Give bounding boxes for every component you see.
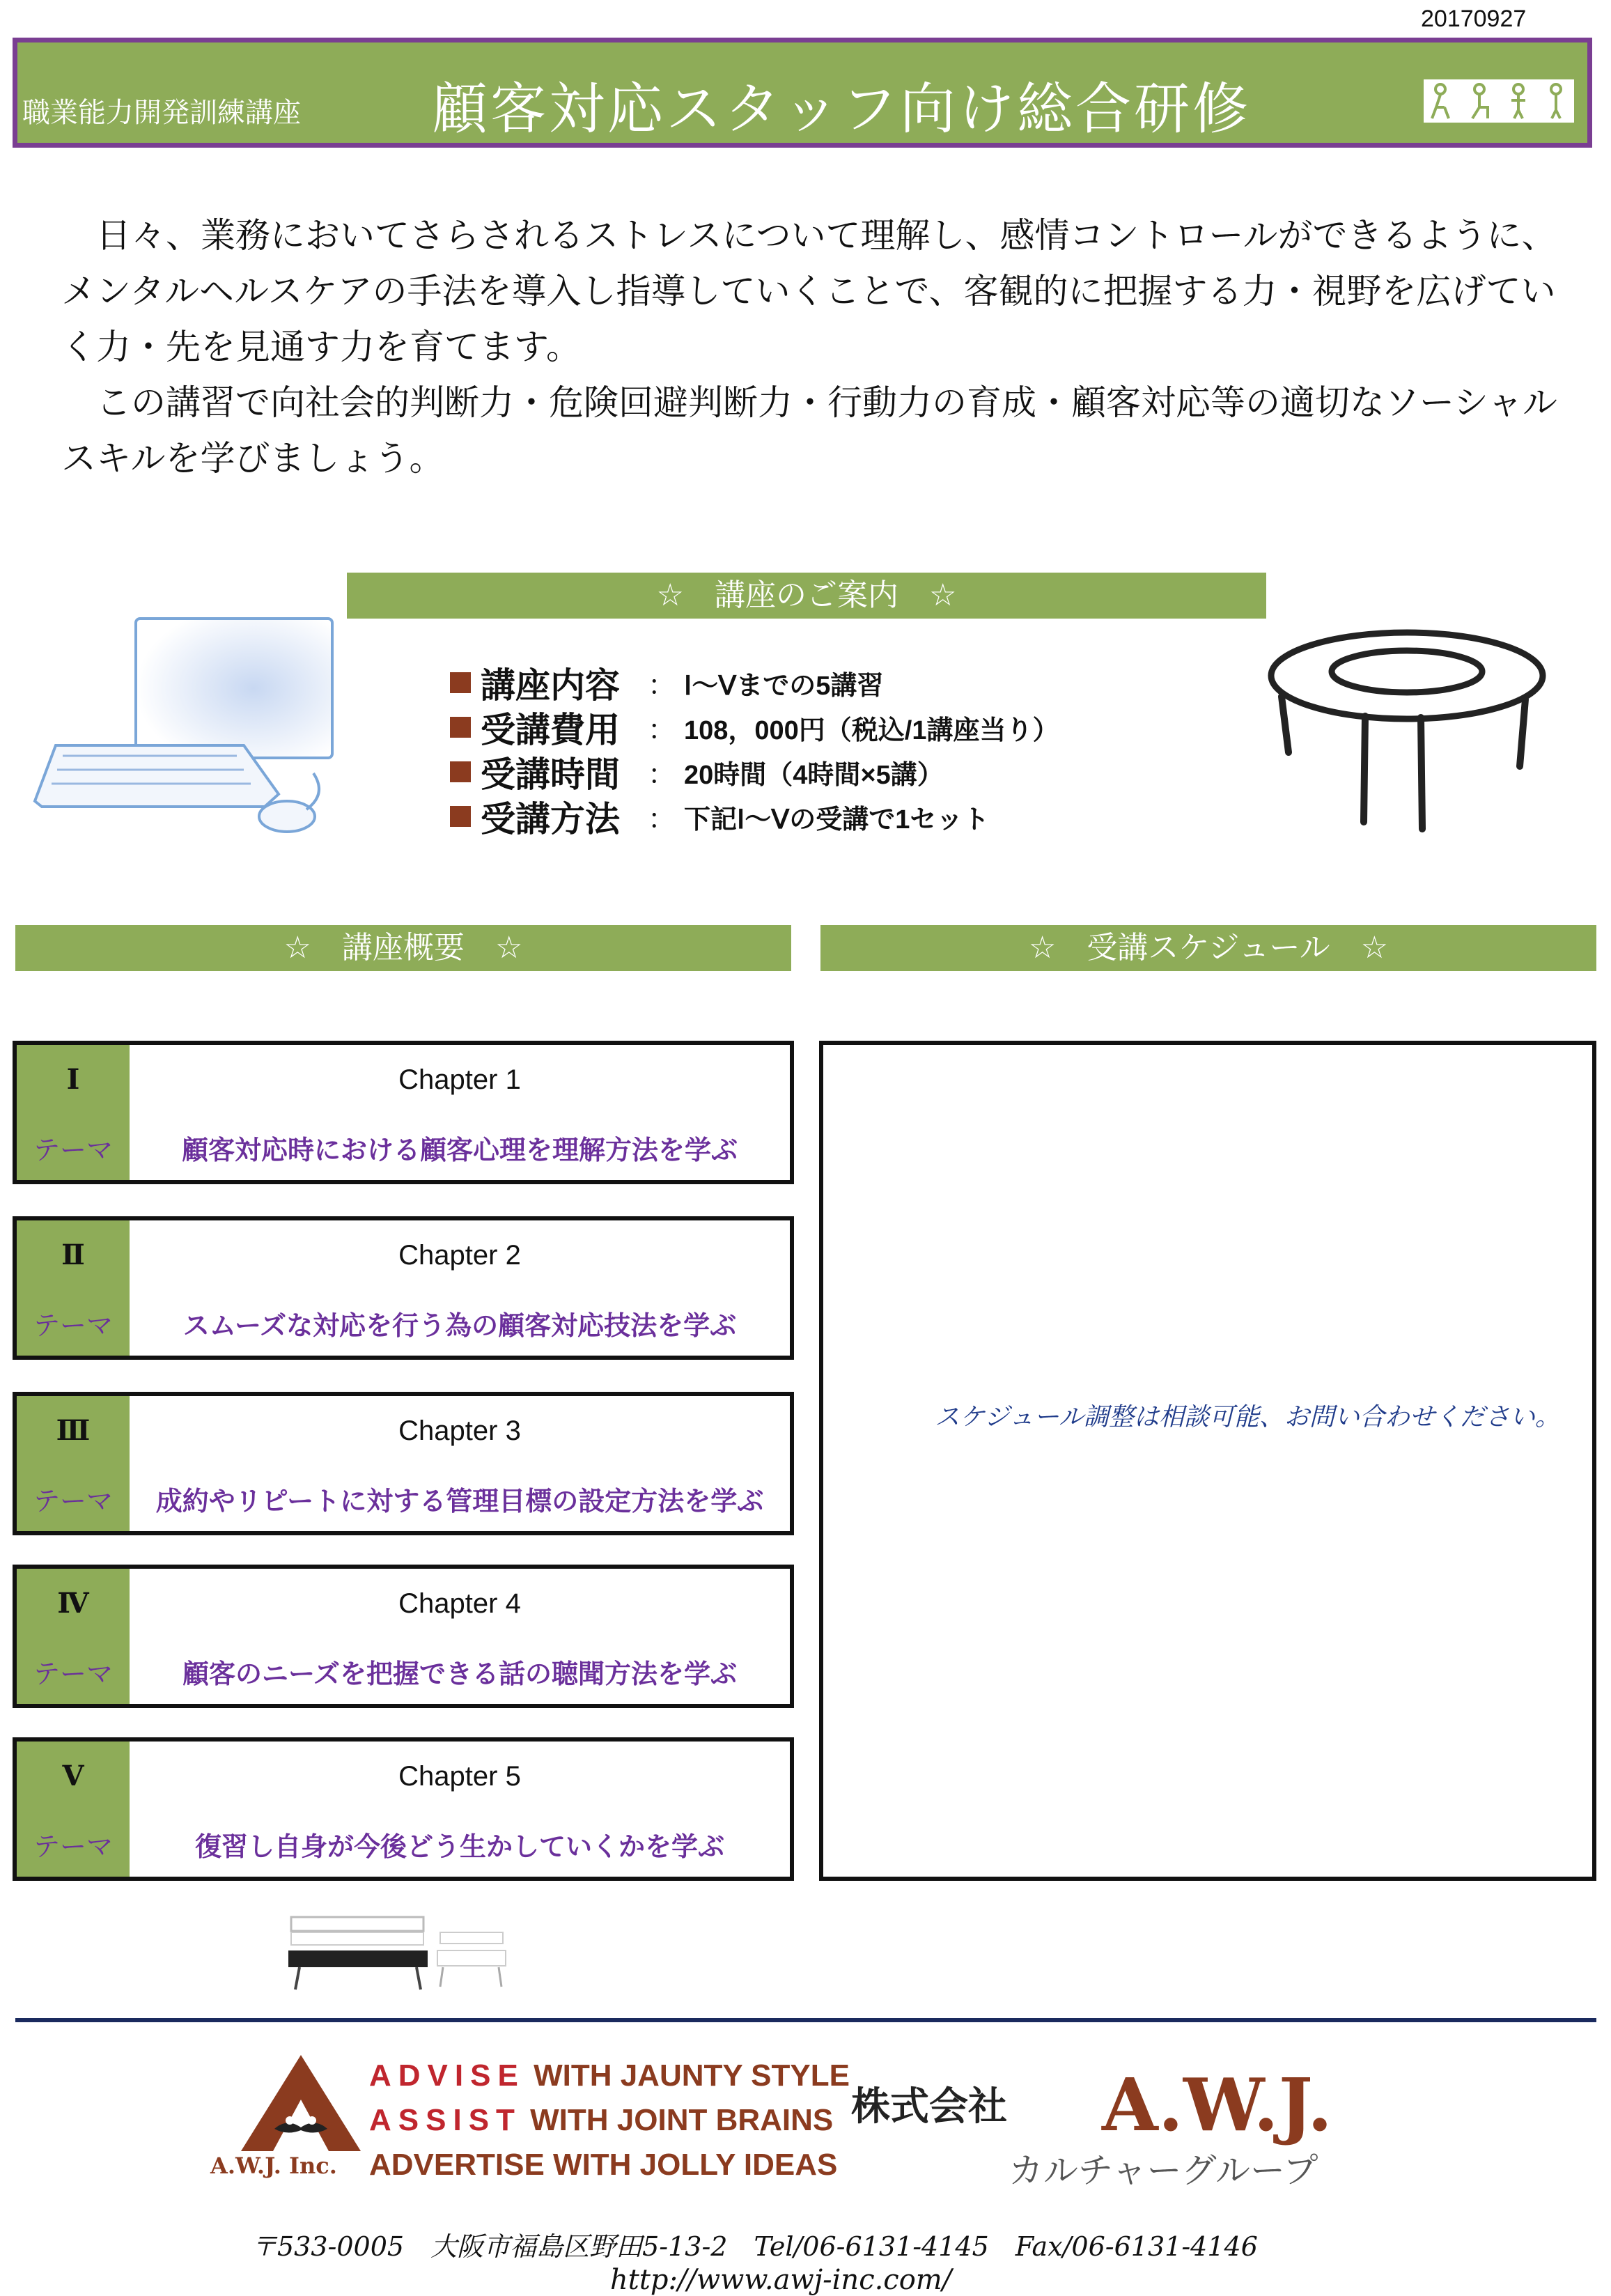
bullet-square-icon [450, 806, 471, 827]
intro-paragraph-1: 日々、業務においてさらされるストレスについて理解し、感情コントロールができるように、メンタルヘルスケアの手法を導入し指導していくことで、客観的に把握する力・視野を広げていく力・先を見通す力を育てます。 [61, 215, 1557, 367]
bench-illustration [286, 1911, 508, 1995]
schedule-box [819, 1041, 1596, 1881]
theme-label: テーマ [33, 1658, 113, 1689]
guide-label: 受講費用 [481, 710, 620, 750]
tagline-line-3 [369, 2143, 850, 2187]
theme-label: テーマ [33, 1134, 113, 1165]
guide-value: 20時間（4時間×5講） [684, 760, 944, 790]
tagline-line-1 [369, 2054, 850, 2098]
chapter-number: Ⅲ [56, 1414, 91, 1447]
chapter-theme: 成約やリピートに対する管理目標の設定方法を学ぶ [155, 1485, 764, 1517]
people-silhouettes-icon [1424, 79, 1574, 123]
chapter-card-2 [13, 1216, 794, 1360]
chapter-number: Ⅴ [62, 1760, 84, 1792]
company-name: A.W.J. [1102, 2062, 1333, 2148]
theme-label: テーマ [33, 1485, 113, 1517]
chapter-number: Ⅳ [57, 1587, 89, 1620]
chapter-title: Chapter 1 [398, 1064, 521, 1095]
tagline-keyword: ASSIST [369, 2103, 522, 2137]
tagline-phrase: WITH JOINT BRAINS [530, 2103, 834, 2137]
tagline-phrase: ADVERTISE WITH JOLLY IDEAS [369, 2148, 838, 2182]
guide-colon: ： [648, 669, 676, 701]
page-title: 顧客対応スタッフ向け総合研修 [432, 77, 1251, 141]
company-address: 〒533-0005 大阪市福島区野田5-13-2 Tel/06-6131-4145 Fax/06-6131-4146 [251, 2231, 1258, 2262]
bullet-square-icon [450, 761, 471, 782]
theme-label: テーマ [33, 1831, 113, 1862]
guide-label: 講座内容 [481, 665, 620, 706]
guide-value: Ⅰ～Ⅴまでの5講習 [684, 671, 884, 701]
round-table-illustration [1261, 627, 1553, 836]
company-subtitle: カルチャーグループ [1009, 2150, 1318, 2191]
logo-text: A.W.J. Inc. [210, 2152, 337, 2179]
intro-text [61, 208, 1566, 486]
chapter-theme: 顧客対応時における顧客心理を理解方法を学ぶ [181, 1134, 738, 1165]
guide-label: 受講方法 [481, 799, 620, 839]
guide-label: 受講時間 [481, 754, 620, 795]
guide-colon: ： [648, 758, 676, 791]
chapter-theme: スムーズな対応を行う為の顧客対応技法を学ぶ [182, 1310, 737, 1341]
intro-paragraph-2: この講習で向社会的判断力・危険回避判断力・行動力の育成・顧客対応等の適切なソーシャルスキルを学びましょう。 [61, 382, 1557, 479]
guide-item-hours [450, 750, 1059, 794]
guide-list [450, 660, 1059, 839]
title-subtitle: 職業能力開発訓練講座 [22, 97, 301, 129]
bullet-square-icon [450, 672, 471, 693]
chapter-theme: 復習し自身が今後どう生かしていくかを学ぶ [194, 1831, 724, 1862]
guide-item-content [450, 660, 1059, 705]
tagline-phrase: WITH JAUNTY STYLE [534, 2058, 850, 2093]
chapter-number: Ⅱ [61, 1239, 85, 1271]
schedule-heading: ☆ 受講スケジュール ☆ [820, 925, 1596, 971]
tagline-keyword: ADVISE [369, 2058, 525, 2093]
overview-heading: ☆ 講座概要 ☆ [15, 925, 791, 971]
theme-label: テーマ [33, 1310, 113, 1341]
tagline-line-2 [369, 2098, 850, 2143]
company-prefix: 株式会社 [851, 2084, 1007, 2130]
chapter-card-1 [13, 1041, 794, 1184]
chapter-title: Chapter 5 [398, 1761, 521, 1792]
guide-value: 108，000円（税込/1講座当り） [684, 715, 1059, 745]
guide-value: 下記Ⅰ～Ⅴの受講で1セット [684, 805, 990, 835]
awj-mustache-logo [231, 2051, 371, 2155]
chapter-card-5 [13, 1737, 794, 1881]
tagline [369, 2054, 850, 2187]
computer-illustration [14, 613, 334, 836]
chapter-number: Ⅰ [66, 1063, 80, 1096]
guide-colon: ： [648, 713, 676, 746]
chapter-card-4 [13, 1565, 794, 1708]
chapter-theme: 顧客のニーズを把握できる話の聴聞方法を学ぶ [182, 1658, 738, 1689]
bullet-square-icon [450, 717, 471, 738]
schedule-note: スケジュール調整は相談可能、お問い合わせください。 [935, 1403, 1560, 1432]
guide-heading: ☆ 講座のご案内 ☆ [347, 573, 1266, 619]
chapter-title: Chapter 3 [398, 1415, 521, 1446]
chapter-title: Chapter 2 [398, 1240, 521, 1271]
document-date: 20170927 [1421, 6, 1527, 32]
guide-item-fee [450, 705, 1059, 750]
guide-item-method [450, 794, 1059, 839]
footer-divider [15, 2018, 1596, 2022]
guide-colon: ： [648, 802, 676, 835]
chapter-title: Chapter 4 [398, 1588, 521, 1619]
website-link[interactable]: http://www.awj-inc.com/ [610, 2264, 952, 2296]
chapter-card-3 [13, 1392, 794, 1535]
